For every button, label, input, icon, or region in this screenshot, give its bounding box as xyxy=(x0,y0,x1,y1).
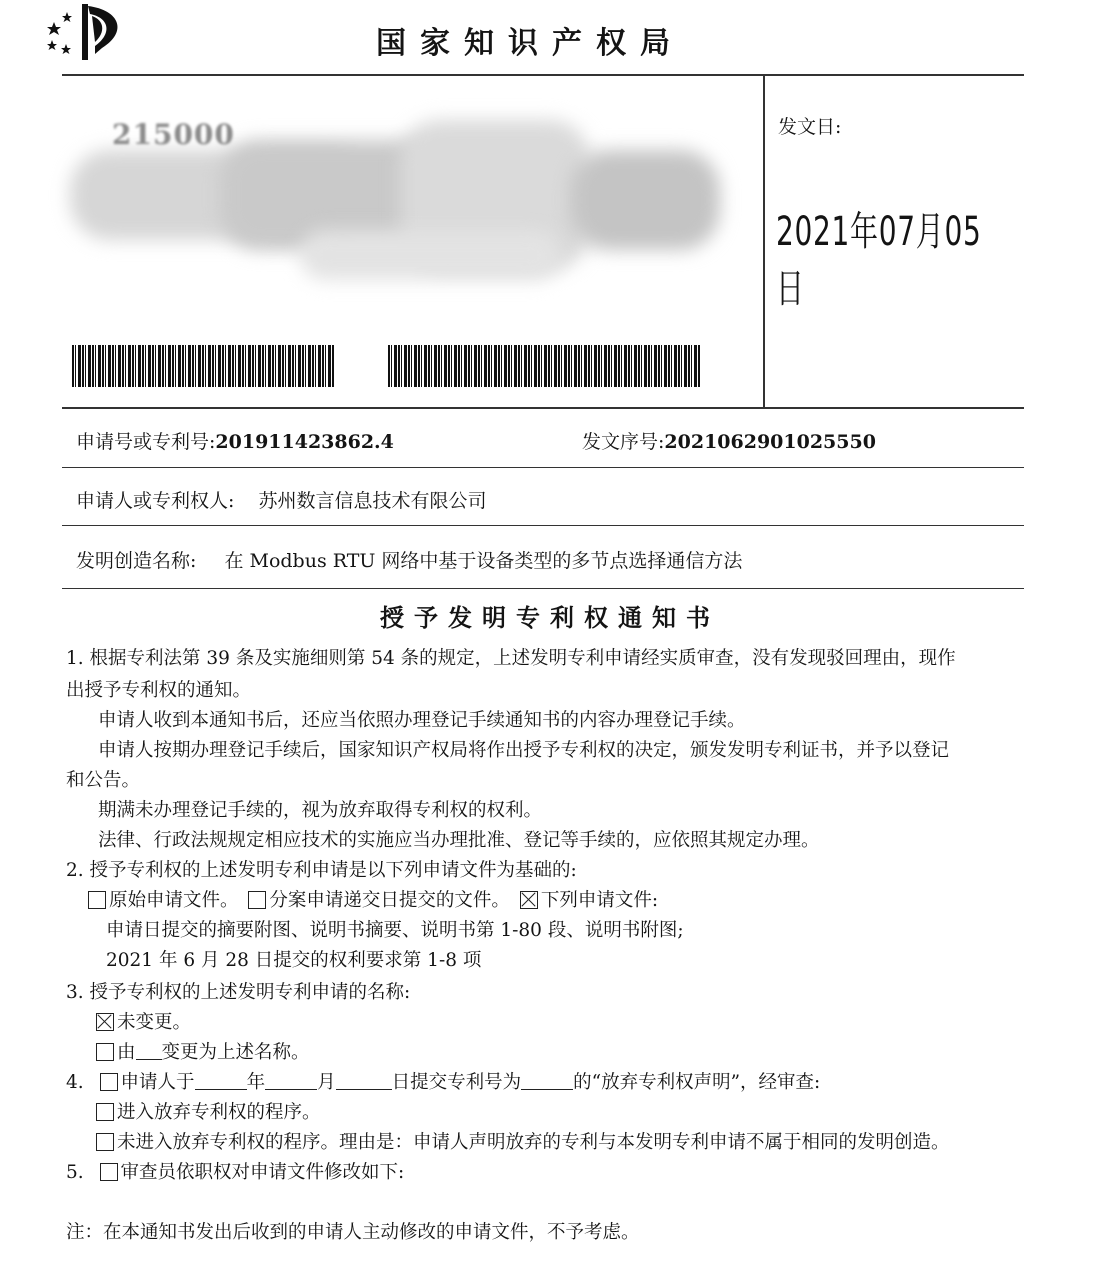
application-number-row xyxy=(76,427,394,454)
invention-label: 发明创造名称: xyxy=(76,550,197,572)
name-changed-row xyxy=(96,1038,310,1064)
waiver-enter-label: 进入放弃专利权的程序。 xyxy=(117,1102,321,1123)
waiver-enter-row xyxy=(96,1098,321,1124)
waiver-label-a: 申请人于 xyxy=(120,1072,195,1093)
section-4-number: 4. xyxy=(66,1072,84,1093)
original-documents-checkbox[interactable] xyxy=(88,891,106,909)
notice-title: 授予发明专利权通知书 xyxy=(380,604,720,632)
waiver-label-b: 的“放弃专利权声明”，经审查: xyxy=(573,1072,821,1093)
name-unchanged-checkbox[interactable] xyxy=(96,1013,114,1031)
cnipa-logo-icon xyxy=(40,2,132,64)
date-column-divider xyxy=(763,74,765,408)
name-unchanged-row xyxy=(96,1008,191,1034)
paragraph-registration: 申请人收到本通知书后，还应当依照办理登记手续通知书的内容办理登记手续。 xyxy=(98,710,746,731)
waiver-day-blank xyxy=(336,1073,392,1090)
row-rule-3 xyxy=(62,588,1024,589)
serial-number-label: 发文序号: xyxy=(582,431,665,453)
name-unchanged-label: 未变更。 xyxy=(117,1012,192,1033)
waiver-enter-checkbox[interactable] xyxy=(96,1103,114,1121)
waiver-month-label: 月 xyxy=(317,1072,336,1093)
office-title: 国家知识产权局 xyxy=(376,26,684,61)
waiver-checkbox[interactable] xyxy=(100,1073,118,1091)
date-label: 发文日: xyxy=(778,116,842,138)
listed-documents-checkbox[interactable] xyxy=(520,891,538,909)
original-documents-label: 原始申请文件。 xyxy=(109,890,239,911)
waiver-year-blank xyxy=(195,1073,247,1090)
row-rule-1 xyxy=(62,467,1024,468)
paragraph-grant-line-1: 申请人按期办理登记手续后，国家知识产权局将作出授予专利权的决定，颁发发明专利证书，并予以登记 xyxy=(98,740,950,761)
section-1-line-2: 出授予专利权的通知。 xyxy=(66,680,252,701)
name-changed-checkbox[interactable] xyxy=(96,1043,114,1061)
row-rule-2 xyxy=(62,525,1024,526)
invention-row xyxy=(76,546,742,573)
section-2-title: 2. 授予专利权的上述发明专利申请是以下列申请文件为基础的: xyxy=(66,860,577,881)
section-2-detail-2: 2021 年 6 月 28 日提交的权利要求第 1-8 项 xyxy=(106,950,482,971)
waiver-not-enter-row xyxy=(96,1128,950,1154)
section-2-options xyxy=(88,886,658,912)
section-5-row xyxy=(66,1158,404,1184)
applicant-value: 苏州数言信息技术有限公司 xyxy=(258,490,487,512)
waiver-year-label: 年 xyxy=(246,1072,266,1093)
name-changed-label-b: 变更为上述名称。 xyxy=(161,1042,310,1063)
section-1-line-1: 1. 根据专利法第 39 条及实施细则第 54 条的规定，上述发明专利申请经实质审查，没有发现驳回理由，现作 xyxy=(66,648,956,669)
section-4-row xyxy=(66,1068,820,1094)
examiner-amendment-checkbox[interactable] xyxy=(100,1163,118,1181)
section-3-title: 3. 授予专利权的上述发明专利申请的名称: xyxy=(66,982,411,1003)
waiver-patent-no-blank xyxy=(521,1073,573,1090)
waiver-month-blank xyxy=(265,1073,317,1090)
barcode-left xyxy=(72,345,334,387)
paragraph-legal: 法律、行政法规规定相应技术的实施应当办理批准、登记等手续的，应依照其规定办理。 xyxy=(98,830,820,851)
paragraph-grant-line-2: 和公告。 xyxy=(66,770,141,791)
section-2-detail-1: 申请日提交的摘要附图、说明书摘要、说明书第 1-80 段、说明书附图; xyxy=(106,920,684,941)
invention-value: 在 Modbus RTU 网络中基于设备类型的多节点选择通信方法 xyxy=(224,550,743,572)
header-top-rule xyxy=(62,74,1024,76)
divisional-documents-checkbox[interactable] xyxy=(248,891,266,909)
examiner-amendment-label: 审查员依职权对申请文件修改如下: xyxy=(120,1162,405,1183)
serial-number-value: 2021062901025550 xyxy=(664,431,876,453)
listed-documents-label: 下列申请文件: xyxy=(540,890,659,911)
applicant-row xyxy=(76,486,486,513)
name-changed-blank xyxy=(136,1043,162,1060)
application-number-value: 201911423862.4 xyxy=(215,431,394,453)
name-changed-label-a: 由 xyxy=(117,1042,136,1063)
barcode-right xyxy=(388,345,700,387)
divisional-documents-label: 分案申请递交日提交的文件。 xyxy=(269,890,510,911)
waiver-day-label: 日提交专利号为 xyxy=(391,1072,522,1093)
paragraph-expiry: 期满未办理登记手续的，视为放弃取得专利权的权利。 xyxy=(98,800,543,821)
waiver-not-enter-checkbox[interactable] xyxy=(96,1133,114,1151)
footnote: 注：在本通知书发出后收到的申请人主动修改的申请文件，不予考虑。 xyxy=(66,1222,640,1243)
postcode: 215000 xyxy=(112,118,235,151)
waiver-not-enter-label: 未进入放弃专利权的程序。理由是：申请人声明放弃的专利与本发明专利申请不属于相同的发明创造。 xyxy=(117,1132,950,1153)
address-bottom-rule xyxy=(62,407,1024,409)
serial-number-row xyxy=(582,427,876,454)
applicant-label: 申请人或专利权人: xyxy=(76,490,235,512)
application-number-label: 申请号或专利号: xyxy=(76,431,216,453)
date-value: 2021年07月05日 xyxy=(776,209,982,312)
section-5-number: 5. xyxy=(66,1162,84,1183)
